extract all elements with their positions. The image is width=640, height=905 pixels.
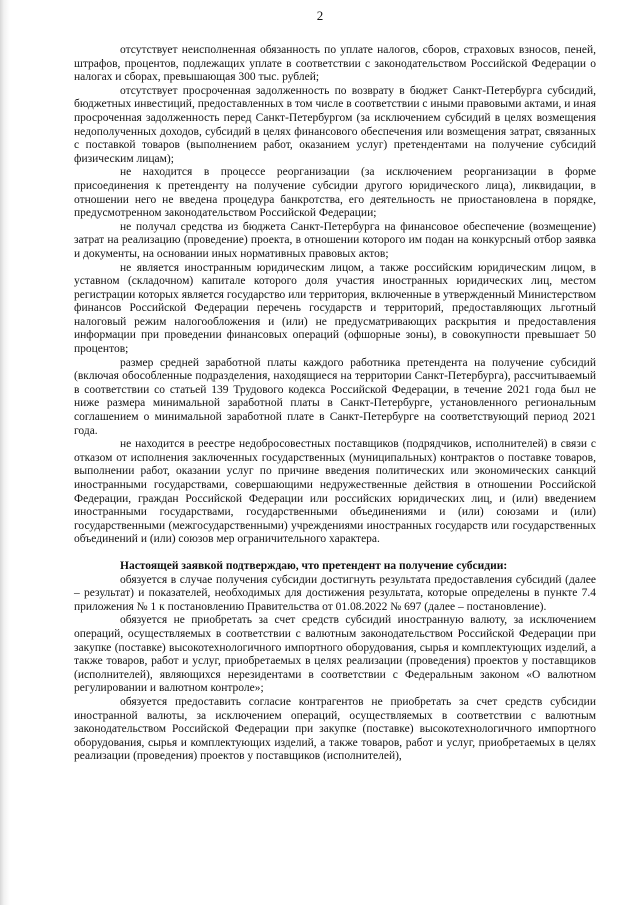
obligation-paragraph: обязуется предоставить согласие контрагентов не приобретать за счет средств субсидии иностранной валюты, за исключением операций, осуществляемых в соответствии с валютным законодательством Российской Федерации при закупке (поставке) высокотехнологичного импортного оборудования, сырья и комплектующих изделий, а также товаров, работ и услуг, приобретаемых в целях реализации (проведения) проектов у поставщиков (исполнителей), <box>74 695 596 763</box>
confirmation-heading: Настоящей заявкой подтверждаю, что претендент на получение субсидии: <box>120 559 508 572</box>
scan-edge-shadow <box>0 0 10 905</box>
condition-paragraph: размер средней заработной платы каждого работника претендента на получение субсидий (включая обособленные подразделения, находящиеся на территории Санкт-Петербурга), рассчитываемый в соответствии со статьей 139 Трудового кодекса Российской Федерации, в течение 2021 года был не ниже размера минимальной заработной платы в Санкт-Петербурге, установленного региональным соглашением о минимальной заработной плате в Санкт-Петербурге на соответствующий период 2021 года. <box>74 356 596 437</box>
condition-paragraph: не находится в реестре недобросовестных поставщиков (подрядчиков, исполнителей) в связи с отказом от исполнения заключенных государственных (муниципальных) контрактов о поставке товаров, выполнении работ, оказании услуг по причине введения политических или экономических санкций иностранными государствами, совершающими недружественные действия в отношении Российской Федерации, граждан Российской Федерации или российских юридических лиц, и (или) введением иностранными государствами, государственными объединениями и (или) союзами и (или) государственными (межгосударственными) учреждениями иностранных государств или государственных объединений и (или) союзов мер ограничительного характера. <box>74 438 596 546</box>
obligation-paragraph: обязуется в случае получения субсидии достигнуть результата предоставления субсидий (далее – результат) и показателей, необходимых для достижения результата, которые определены в пункте 7.4 приложения № 1 к постановлению Правительства от 01.08.2022 № 697 (далее – постановление). <box>74 573 596 613</box>
obligation-paragraph: обязуется не приобретать за счет средств субсидий иностранную валюту, за исключением операций, осуществляемых в соответствии с валютным законодательством Российской Федерации при закупке (поставке) высокотехнологичного импортного оборудования, сырья и комплектующих изделий, а также товаров, работ и услуг, приобретаемых в целях реализации (проведения) проектов у поставщиков (исполнителей), являющихся нерезидентами в соответствии с Федеральным законом «О валютном регулировании и валютном контроле»; <box>74 614 596 695</box>
condition-paragraph: не является иностранным юридическим лицом, а также российским юридическим лицом, в уставном (складочном) капитале которого доля участия иностранных юридических лиц, местом регистрации которых является государство или территория, включенные в утвержденный Министерством финансов Российской Федерации перечень государств и территорий, предоставляющих льготный налоговый режим налогообложения и (или) не предусматривающих раскрытия и предоставления информации при проведении финансовых операций (офшорные зоны), в совокупности превышает 50 процентов; <box>74 261 596 356</box>
document-body <box>74 44 596 764</box>
condition-paragraph: отсутствует просроченная задолженность по возврату в бюджет Санкт-Петербурга субсидий, бюджетных инвестиций, предоставленных в том числе в соответствии с иными правовыми актами, и иная просроченная задолженность перед Санкт-Петербургом (за исключением субсидий в целях возмещения недополученных доходов, субсидий в целях финансового обеспечения или возмещения затрат, связанных с поставкой товаров (выполнением работ, оказанием услуг) претендентами на получение субсидий физическим лицам); <box>74 84 596 165</box>
section-spacer <box>74 547 596 560</box>
page-number: 2 <box>316 8 324 23</box>
condition-paragraph: отсутствует неисполненная обязанность по уплате налогов, сборов, страховых взносов, пеней, штрафов, процентов, подлежащих уплате в соответствии с законодательством Российской Федерации о налогах и сборах, превышающая 300 тыс. рублей; <box>74 44 596 84</box>
condition-paragraph: не получал средства из бюджета Санкт-Петербурга на финансовое обеспечение (возмещение) затрат на реализацию (проведение) проекта, в отношении которого им подан на конкурсный отбор заявка и документы, на основании иных нормативных правовых актов; <box>74 220 596 260</box>
condition-paragraph: не находится в процессе реорганизации (за исключением реорганизации в форме присоединения к претенденту на получение субсидии другого юридического лица), ликвидации, в отношении него не введена процедура банкротства, его деятельность не приостановлена в порядке, предусмотренном законодательством Российской Федерации; <box>74 166 596 220</box>
